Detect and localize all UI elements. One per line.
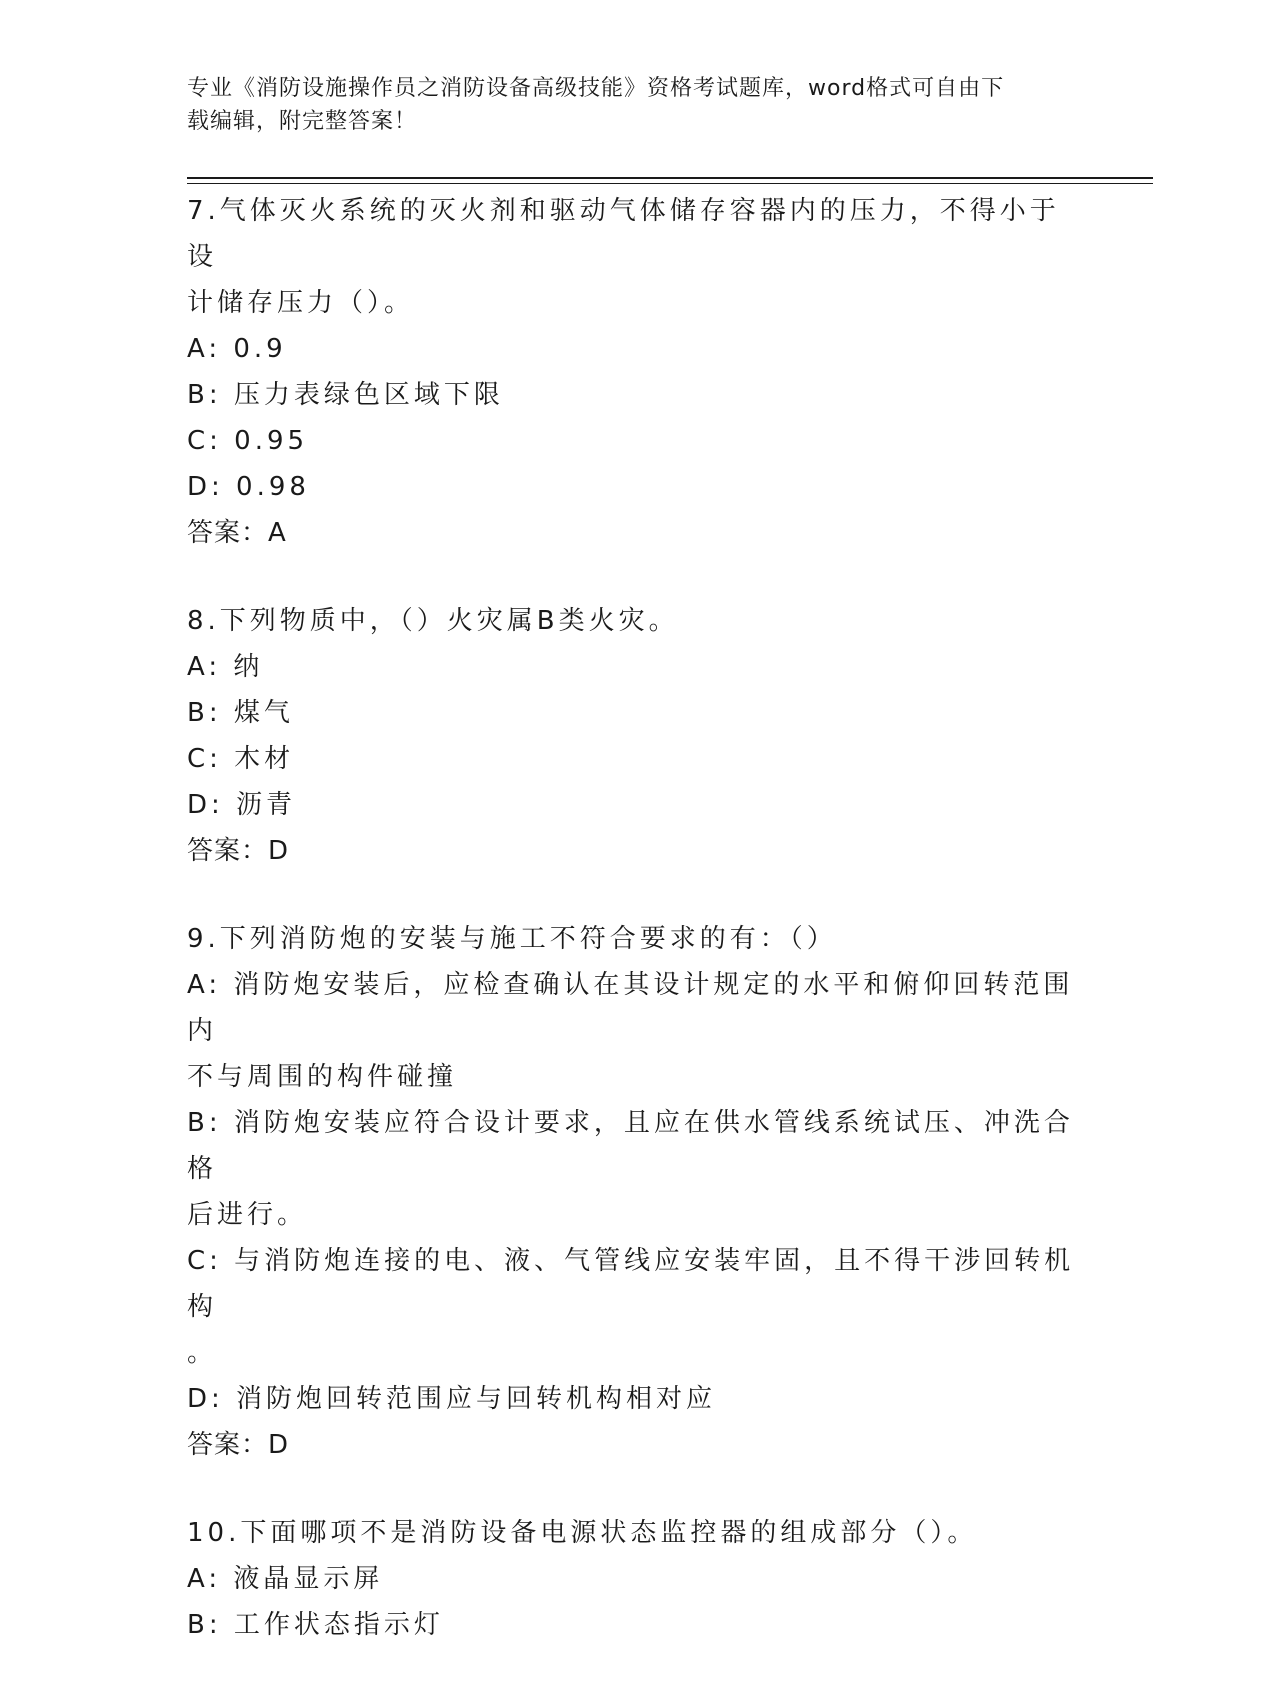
option-a: A: 0.9 [187, 334, 287, 364]
option-c: C: 0.95 [187, 426, 309, 456]
option-d: D: 沥青 [187, 790, 297, 820]
option-a: A: 消防炮安装后，应检查确认在其设计规定的水平和俯仰回转范围内 [187, 970, 1074, 1046]
option-d: D: 0.98 [187, 472, 310, 502]
question-7 [187, 188, 1087, 556]
header-line-2: 载编辑，附完整答案！ [187, 109, 418, 134]
document-header [187, 72, 1067, 138]
header-divider-thick [187, 177, 1153, 179]
answer: 答案：D [187, 1430, 290, 1460]
option-b-continued: 后进行。 [187, 1200, 308, 1230]
header-divider-thin [187, 183, 1153, 184]
answer: 答案：D [187, 836, 290, 866]
option-a-continued: 不与周围的构件碰撞 [187, 1062, 458, 1092]
option-b: B: 消防炮安装应符合设计要求，且应在供水管线系统试压、冲洗合格 [187, 1108, 1074, 1184]
question-10 [187, 1510, 1087, 1648]
option-c-continued: 。 [187, 1338, 218, 1368]
option-a: A: 纳 [187, 652, 264, 682]
option-c: C: 与消防炮连接的电、液、气管线应安装牢固，且不得干涉回转机构 [187, 1246, 1075, 1322]
question-stem: 10.下面哪项不是消防设备电源状态监控器的组成部分（）。 [187, 1518, 978, 1548]
question-list [187, 188, 1087, 1690]
option-d: D: 消防炮回转范围应与回转机构相对应 [187, 1384, 717, 1414]
header-line-1: 专业《消防设施操作员之消防设备高级技能》资格考试题库，word格式可自由下 [187, 76, 1005, 101]
question-8 [187, 598, 1087, 874]
answer: 答案：A [187, 518, 287, 548]
option-b: B: 煤气 [187, 698, 294, 728]
option-b: B: 工作状态指示灯 [187, 1610, 444, 1640]
question-stem: 8.下列物质中，（）火灾属B类火灾。 [187, 606, 679, 636]
question-stem-continued: 计储存压力（）。 [187, 288, 415, 318]
question-9 [187, 916, 1087, 1468]
option-a: A: 液晶显示屏 [187, 1564, 384, 1594]
option-b: B: 压力表绿色区域下限 [187, 380, 504, 410]
question-stem: 7.气体灭火系统的灭火剂和驱动气体储存容器内的压力，不得小于设 [187, 196, 1060, 272]
option-c: C: 木材 [187, 744, 295, 774]
question-stem: 9.下列消防炮的安装与施工不符合要求的有：（） [187, 924, 837, 954]
